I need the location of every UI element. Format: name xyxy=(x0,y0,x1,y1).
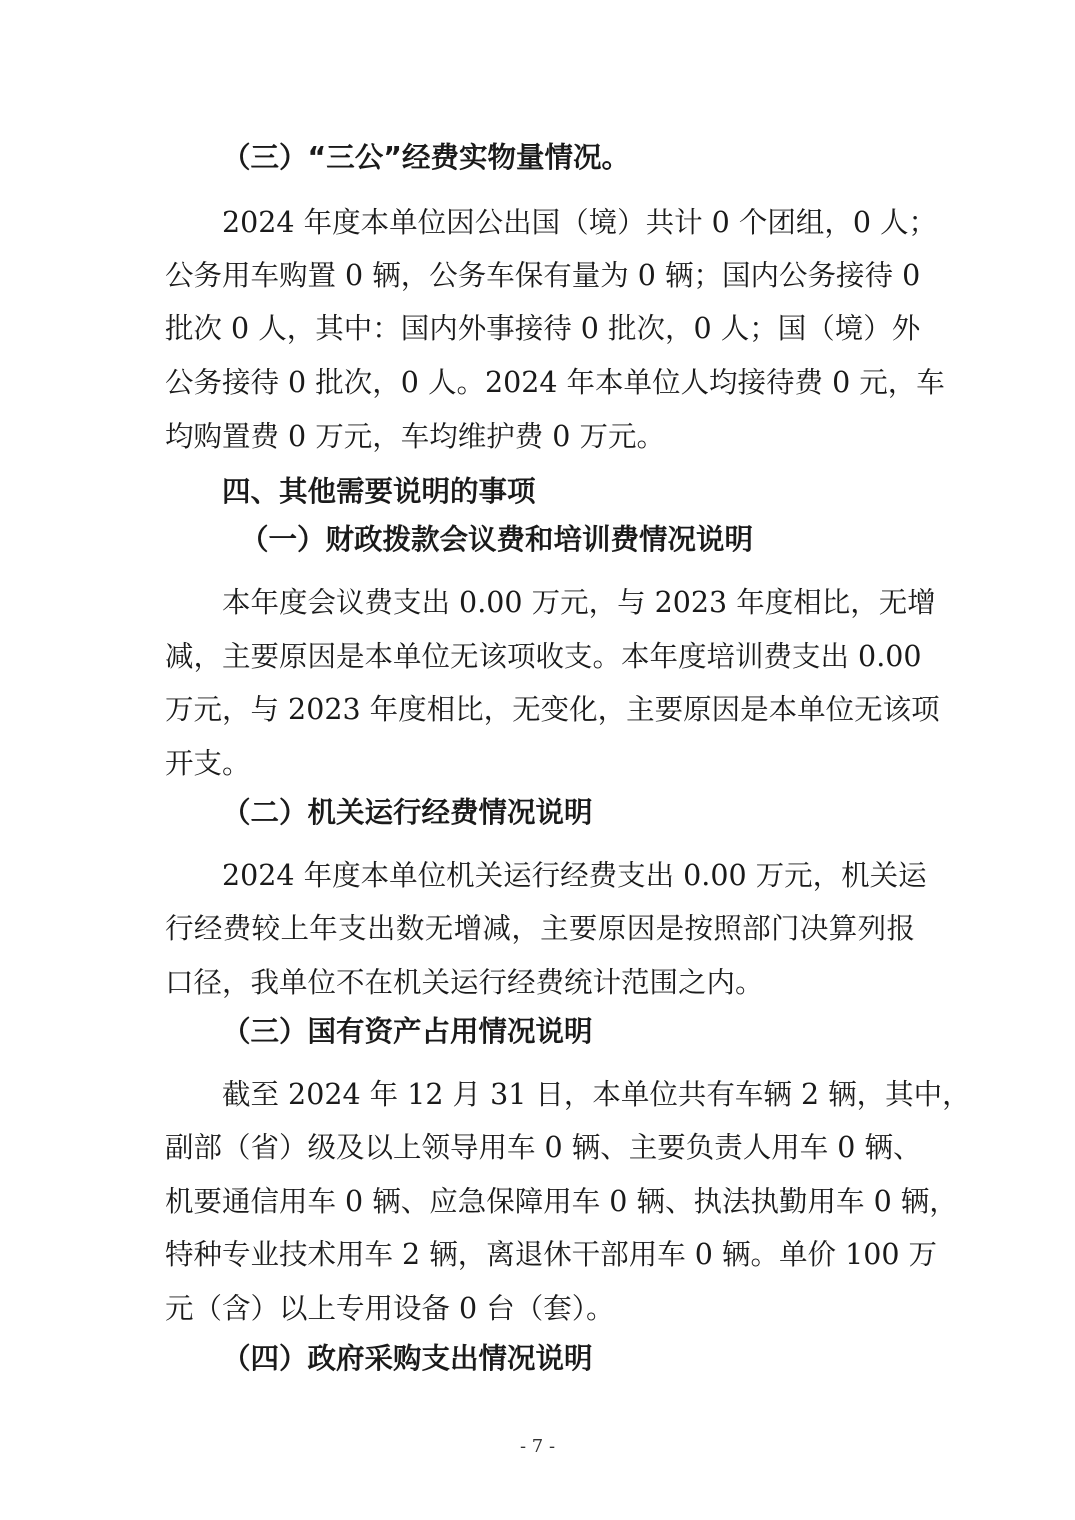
paragraph-line: 公务接待 0 批次，0 人。2024 年本单位人均接待费 0 元，车 xyxy=(165,366,945,399)
subsection-heading-operating-costs: （二）机关运行经费情况说明 xyxy=(222,796,593,829)
subsection-heading-meeting-training: （一）财政拨款会议费和培训费情况说明 xyxy=(240,523,754,556)
paragraph-line: 特种专业技术用车 2 辆，离退休干部用车 0 辆。单价 100 万 xyxy=(165,1238,938,1271)
subsection-heading-government-procurement: （四）政府采购支出情况说明 xyxy=(222,1342,593,1375)
paragraph-line: 口径，我单位不在机关运行经费统计范围之内。 xyxy=(165,966,764,999)
paragraph-line: 公务用车购置 0 辆，公务车保有量为 0 辆；国内公务接待 0 xyxy=(165,259,921,292)
paragraph-line: 副部（省）级及以上领导用车 0 辆、主要负责人用车 0 辆、 xyxy=(165,1131,922,1164)
paragraph-line: 减，主要原因是本单位无该项收支。本年度培训费支出 0.00 xyxy=(165,640,922,673)
subsection-heading-state-assets: （三）国有资产占用情况说明 xyxy=(222,1015,593,1048)
paragraph-line: 2024 年度本单位因公出国（境）共计 0 个团组，0 人； xyxy=(222,206,938,239)
paragraph-line: 本年度会议费支出 0.00 万元，与 2023 年度相比，无增 xyxy=(222,586,936,619)
paragraph-line: 均购置费 0 万元，车均维护费 0 万元。 xyxy=(165,420,666,453)
section-heading-three-public-funds: （三）“三公”经费实物量情况。 xyxy=(222,141,630,174)
paragraph-line: 批次 0 人，其中：国内外事接待 0 批次，0 人；国（境）外 xyxy=(165,312,921,345)
paragraph-line: 万元，与 2023 年度相比，无变化，主要原因是本单位无该项 xyxy=(165,693,940,726)
paragraph-line: 开支。 xyxy=(165,747,251,780)
paragraph-line: 截至 2024 年 12 月 31 日，本单位共有车辆 2 辆，其中， xyxy=(222,1078,971,1111)
paragraph-line: 行经费较上年支出数无增减，主要原因是按照部门决算列报 xyxy=(165,912,915,945)
paragraph-line: 元（含）以上专用设备 0 台（套）。 xyxy=(165,1292,615,1325)
page-number: - 7 - xyxy=(519,1436,556,1457)
part-four-heading: 四、其他需要说明的事项 xyxy=(222,475,536,508)
paragraph-line: 2024 年度本单位机关运行经费支出 0.00 万元，机关运 xyxy=(222,859,927,892)
paragraph-line: 机要通信用车 0 辆、应急保障用车 0 辆、执法执勤用车 0 辆， xyxy=(165,1185,958,1218)
